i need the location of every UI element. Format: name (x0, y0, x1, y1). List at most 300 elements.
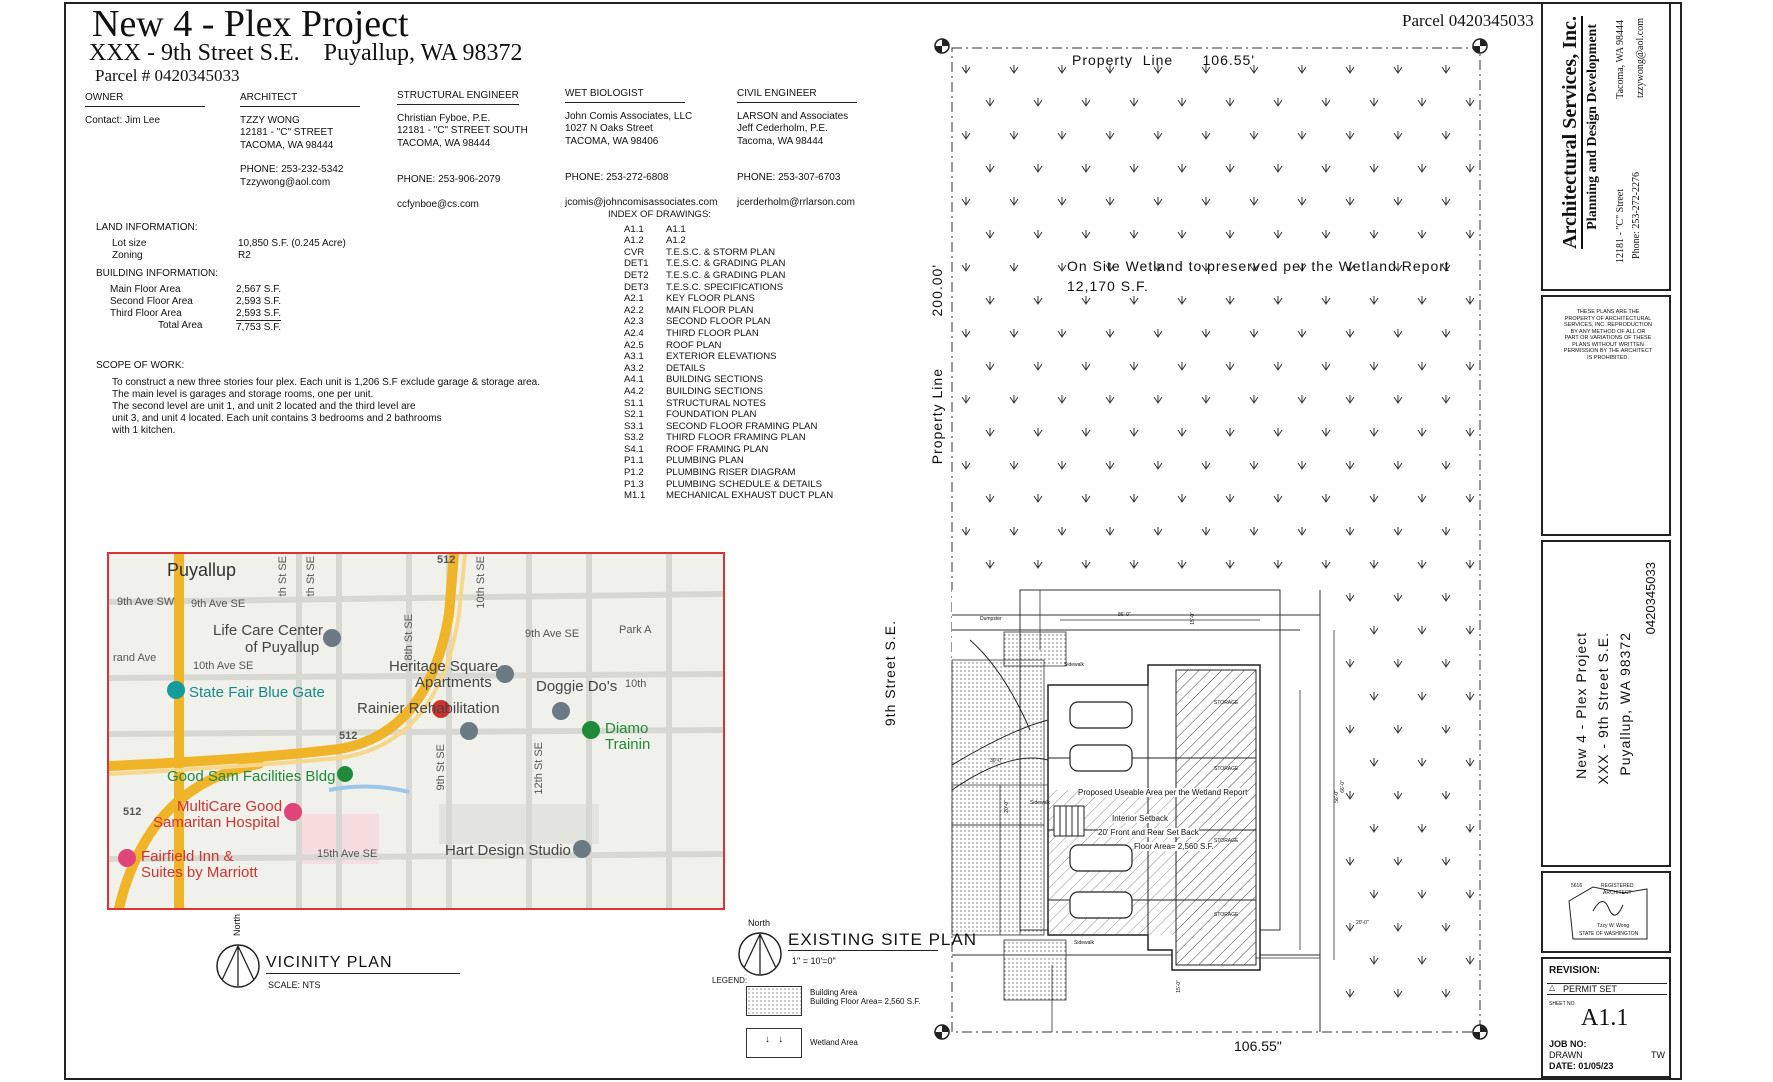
wetland-arrow-icon (1346, 197, 1354, 205)
architect-line: TZZY WONG (240, 114, 300, 126)
wetland-arrow-icon (1106, 131, 1114, 139)
dim-1: 86'-0" (1118, 612, 1131, 618)
index-item (624, 258, 858, 270)
index-item (624, 351, 858, 363)
map-street-3: rand Ave (113, 652, 157, 664)
wetland-arrow-icon (1394, 197, 1402, 205)
wetland-arrow-icon (1442, 197, 1450, 205)
wet-biologist-line: 1027 N Oaks Street (565, 123, 653, 134)
index-item (624, 455, 858, 467)
wetland-arrow-icon (1370, 164, 1378, 172)
civil-block (737, 88, 857, 209)
wetland-arrow-icon (1466, 758, 1474, 766)
wetland-arrow-icon (1370, 626, 1378, 634)
wetland-arrow-icon (1058, 395, 1066, 403)
civil-line (737, 148, 857, 160)
wetland-arrow-icon (1466, 890, 1474, 898)
firm-city: Tacoma, WA 98444 (1615, 20, 1626, 99)
wetland-arrow-icon (1202, 395, 1210, 403)
wetland-arrow-icon (1010, 197, 1018, 205)
legend-wetland-swatch: ↓ ↓ (746, 1028, 802, 1058)
index-item (624, 328, 858, 340)
map-place-1: Life Care Center (213, 622, 324, 639)
wetland-arrow-icon (1106, 461, 1114, 469)
architect-line: 12181 - "C" STREET (240, 127, 334, 138)
index-name: T.E.S.C. & GRADING PLAN (666, 258, 786, 270)
wetland-arrow-icon (1322, 98, 1330, 106)
project-block-parcel: 0420345033 (1643, 562, 1658, 635)
wetland-arrow-icon (1370, 230, 1378, 238)
map-place-8: Diamo (605, 720, 649, 737)
sheet-no: A1.1 (1581, 1005, 1629, 1031)
land-row (112, 250, 396, 262)
wetland-arrow-icon (1274, 560, 1282, 568)
wetland-arrow-icon (1178, 362, 1186, 370)
wetland-arrow-icon (1298, 65, 1306, 73)
wetland-arrow-icon (1034, 362, 1042, 370)
map-street-8: 8th St SE (403, 614, 415, 661)
legend-building-2: Building Floor Area= 2,560 S.F. (810, 997, 921, 1006)
map-place-11: MultiCare Good (177, 798, 283, 815)
map-hwy-3: 512 (123, 806, 142, 818)
wetland-arrow-icon (1106, 329, 1114, 337)
wetland-arrow-icon (1058, 329, 1066, 337)
index-code: A3.2 (624, 362, 644, 374)
civil-head: CIVIL ENGINEER (737, 88, 857, 103)
wetland-arrow-icon (1082, 164, 1090, 172)
map-place-12: Samaritan Hospital (153, 814, 280, 831)
wetland-arrow-icon (1034, 494, 1042, 502)
index-code: A2.5 (624, 339, 644, 351)
index-item (624, 340, 858, 352)
wet-biologist-line (565, 160, 717, 172)
sheet-no-label: SHEET NO. (1549, 1001, 1576, 1007)
wetland-arrow-icon (1178, 164, 1186, 172)
dim-6: 56'-0" (1334, 790, 1340, 803)
wetland-arrow-icon (962, 527, 970, 535)
structural-line: Christian Fyboe, P.E. (397, 112, 491, 124)
storage-label-2: STORAGE (1214, 766, 1239, 772)
top-parcel: Parcel 0420345033 (1402, 11, 1534, 30)
wetland-arrow-icon (1106, 527, 1114, 535)
wetland-arrow-icon (1298, 131, 1306, 139)
index-code: M1.1 (624, 490, 646, 502)
building-row-key: Main Floor Area (110, 284, 181, 295)
map-street-12: th St SE (277, 556, 289, 597)
architect-block (240, 92, 360, 189)
wetland-arrow-icon (1466, 626, 1474, 634)
wetland-arrow-icon (1466, 956, 1474, 964)
index-item (624, 374, 858, 386)
wetland-arrow-icon (1394, 593, 1402, 601)
wetland-arrow-icon (1082, 560, 1090, 568)
wetland-arrow-icon (1130, 494, 1138, 502)
index-head: INDEX OF DRAWINGS: (608, 209, 712, 220)
map-place-15: Hart Design Studio (445, 842, 571, 859)
wet-biologist-block (565, 88, 717, 209)
wetland-arrow-icon (1322, 560, 1330, 568)
civil-line (737, 185, 857, 197)
wetland-arrow-icon (1058, 263, 1066, 271)
wetland-arrow-icon (1202, 461, 1210, 469)
index-name: DETAILS (666, 362, 706, 374)
stamp-line-3: Tzzy W. Wong (1597, 923, 1630, 929)
wetland-arrow-icon (1178, 560, 1186, 568)
wetland-arrow-icon (1394, 527, 1402, 535)
index-name: KEY FLOOR PLANS (666, 293, 755, 305)
stamp-line-4: STATE OF WASHINGTON (1579, 931, 1639, 937)
wetland-arrow-icon (1106, 197, 1114, 205)
land-row-key: Zoning (112, 250, 143, 261)
structural-head: STRUCTURAL ENGINEER (397, 90, 519, 105)
wetland-arrow-icon (1010, 131, 1018, 139)
usable-note-2: Interior Setback (1112, 814, 1169, 823)
index-code: A2.2 (624, 304, 644, 316)
index-code: A3.1 (624, 351, 644, 363)
firm-email: tzzywong@aol.com (1635, 18, 1646, 99)
wetland-arrow-icon (1010, 65, 1018, 73)
wetland-arrow-icon (1058, 527, 1066, 535)
dumpster-label: Dumpster (980, 616, 1002, 622)
structural-line: ccfynboe@cs.com (397, 198, 479, 210)
wetland-arrow-icon (1442, 65, 1450, 73)
wetland-arrow-icon (1298, 527, 1306, 535)
wetland-arrow-icon (1442, 131, 1450, 139)
wetland-arrow-icon (1418, 692, 1426, 700)
wetland-arrow-icon (1202, 131, 1210, 139)
vicinity-title: VICINITY PLAN (266, 954, 393, 971)
wetland-arrow-icon (1082, 98, 1090, 106)
wetland-arrow-icon (1154, 131, 1162, 139)
wetland-arrow-icon (1274, 428, 1282, 436)
wetland-arrow-icon (1202, 527, 1210, 535)
drawn-label: DRAWN (1549, 1050, 1583, 1060)
wetland-arrow-icon (1466, 296, 1474, 304)
architect-line (240, 152, 360, 164)
index-name: BUILDING SECTIONS (666, 374, 764, 386)
index-name: PLUMBING SCHEDULE & DETAILS (666, 478, 823, 490)
index-name: SECOND FLOOR FRAMING PLAN (666, 420, 818, 432)
wetland-arrow-icon (1418, 956, 1426, 964)
drawn-by: TW (1651, 1050, 1665, 1060)
wetland-arrow-icon (962, 197, 970, 205)
index-code: P1.1 (624, 455, 644, 467)
owner-line: Contact: Jim Lee (85, 114, 161, 126)
civil-line: LARSON and Associates (737, 110, 849, 122)
firm-addr: 12181 - "C" Street (1615, 189, 1626, 263)
wetland-arrow-icon (1394, 329, 1402, 337)
wetland-arrow-icon (1274, 98, 1282, 106)
index-item (624, 398, 858, 410)
wetland-arrow-icon (1250, 197, 1258, 205)
wetland-arrow-icon (1370, 494, 1378, 502)
wetland-arrow-icon (1466, 164, 1474, 172)
date: DATE: 01/05/23 (1549, 1061, 1614, 1071)
wetland-arrow-icon (1466, 428, 1474, 436)
wetland-arrow-icon (1442, 725, 1450, 733)
wetland-arrow-icon (962, 65, 970, 73)
index-name: STRUCTURAL NOTES (666, 397, 766, 409)
scope-line: The main level is garages and storage rooms, one per unit. (112, 389, 374, 400)
wetland-arrow-icon (962, 263, 970, 271)
dim-left: 200.00' (929, 264, 945, 317)
wetland-arrow-icon (1346, 527, 1354, 535)
index-name: MECHANICAL EXHAUST DUCT PLAN (666, 490, 834, 502)
wetland-arrow-icon (962, 395, 970, 403)
structural-line (397, 162, 528, 174)
site-north-label: North (748, 918, 771, 928)
wetland-arrow-icon (1466, 494, 1474, 502)
dim-5: 30'-0" (990, 758, 1003, 764)
wetland-arrow-icon (1466, 692, 1474, 700)
structural-line: PHONE: 253-906-2079 (397, 174, 501, 185)
building-row-key: Second Floor Area (110, 296, 193, 307)
architect-line: Tzzywong@aol.com (240, 176, 331, 188)
building-row-key: Total Area (158, 320, 203, 331)
revision-block (1541, 957, 1671, 1078)
wetland-arrow-icon (1178, 428, 1186, 436)
wetland-arrow-icon (986, 494, 994, 502)
wetland-arrow-icon (1346, 395, 1354, 403)
sidewalk-label-top: Sidewalk (1064, 662, 1085, 668)
map-place-3: Heritage Square (389, 658, 499, 675)
wetland-arrow-icon (1034, 296, 1042, 304)
index-name: T.E.S.C. & STORM PLAN (666, 246, 776, 258)
building-row-value: 2,593 S.F. (236, 296, 282, 307)
building-row-key: Third Floor Area (110, 308, 182, 319)
project-parcel: Parcel # 0420345033 (95, 66, 240, 85)
wetland-arrow-icon (1418, 164, 1426, 172)
wetland-arrow-icon (1418, 362, 1426, 370)
index-name: T.E.S.C. & GRADING PLAN (666, 269, 786, 281)
civil-line (737, 160, 857, 172)
wetland-arrow-icon (1226, 428, 1234, 436)
wetland-arrow-icon (1130, 98, 1138, 106)
map-street-1: 9th Ave SW (117, 596, 175, 608)
wetland-arrow-icon (986, 98, 994, 106)
wetland-arrow-icon (1370, 362, 1378, 370)
index-code: A2.4 (624, 327, 644, 339)
wet-biologist-line: PHONE: 253-272-6808 (565, 172, 669, 183)
property-line-bottom: 106.55" (1234, 1038, 1282, 1054)
firm-name: Architectural Services, Inc. (1559, 16, 1581, 249)
wetland-arrow-icon (1346, 593, 1354, 601)
wetland-arrow-icon (1442, 329, 1450, 337)
wet-biologist-line: TACOMA, WA 98406 (565, 135, 659, 147)
structural-line: TACOMA, WA 98444 (397, 137, 491, 149)
map-street-13: th St SE (305, 556, 317, 597)
index-code: A2.3 (624, 316, 644, 328)
wetland-arrow-icon (1034, 560, 1042, 568)
index-item (624, 235, 858, 247)
wetland-arrow-icon (1466, 560, 1474, 568)
wetland-arrow-icon (1370, 98, 1378, 106)
vicinity-map (107, 552, 725, 910)
wetland-arrow-icon (962, 461, 970, 469)
index-code: P1.2 (624, 467, 644, 479)
wetland-arrow-icon (1370, 824, 1378, 832)
wetland-arrow-icon (986, 428, 994, 436)
wetland-arrow-icon (1034, 98, 1042, 106)
wetland-arrow-icon (1442, 857, 1450, 865)
map-street-4: 10th Ave SE (193, 660, 254, 672)
index-item (624, 282, 858, 294)
legend-building-swatch (746, 986, 802, 1016)
vicinity-scale: SCALE: NTS (268, 980, 321, 990)
index-item (624, 270, 858, 282)
index-item (624, 247, 858, 259)
property-line-top: Property Line 106.55' (1072, 52, 1255, 68)
wetland-arrow-icon (1370, 296, 1378, 304)
wetland-arrow-icon (1298, 329, 1306, 337)
index-code: A4.2 (624, 385, 644, 397)
wetland-arrow-icon (1250, 527, 1258, 535)
wetland-arrow-icon (1298, 461, 1306, 469)
wetland-arrow-icon (1010, 263, 1018, 271)
map-street-10: 12th St SE (533, 742, 545, 795)
stamp-line-2: ARCHITECT (1603, 890, 1632, 896)
job-no: JOB NO: (1549, 1039, 1587, 1049)
legend-building-1: Building Area (810, 988, 858, 997)
wetland-arrow-icon (1442, 461, 1450, 469)
dim-4: 15'-0" (1176, 980, 1182, 993)
wetland-arrow-icon (1394, 989, 1402, 997)
wetland-arrow-icon (1154, 329, 1162, 337)
wetland-arrow-icon (1298, 395, 1306, 403)
site-plan-underline (788, 950, 938, 951)
wetland-arrow-icon (1010, 527, 1018, 535)
project-block-line-2: XXX - 9th Street S.E. (1595, 632, 1611, 785)
notice-line: PLANS WITHOUT WRITTEN (1572, 341, 1644, 348)
wetland-arrow-icon (1442, 923, 1450, 931)
wetland-arrow-icon (1322, 296, 1330, 304)
wetland-arrow-icon (1322, 362, 1330, 370)
wetland-arrow-icon (1370, 428, 1378, 436)
usable-note-1: Proposed Useable Area per the Wetland Report (1078, 788, 1248, 797)
sidewalk-label-bottom: Sidewalk (1074, 940, 1095, 946)
map-street-9: 9th St SE (435, 744, 447, 791)
wetland-arrow-icon (1322, 428, 1330, 436)
index-code: A1.1 (624, 223, 644, 235)
index-code: S3.2 (624, 432, 644, 444)
land-row-value: 10,850 S.F. (0.245 Acre) (238, 238, 346, 249)
project-address: XXX - 9th Street S.E. Puyallup, WA 98372 (89, 40, 523, 66)
wetland-arrow-icon (1394, 461, 1402, 469)
wetland-arrow-icon (1466, 98, 1474, 106)
wetland-arrow-icon (1058, 65, 1066, 73)
wetland-arrow-icon (1346, 65, 1354, 73)
project-block (1541, 540, 1671, 867)
index-name: BUILDING SECTIONS (666, 385, 764, 397)
wetland-arrow-icon (1418, 824, 1426, 832)
dim-3: 20'-0" (1356, 920, 1369, 926)
land-info (96, 222, 396, 334)
wetland-note-2: 12,170 S.F. (1067, 278, 1149, 294)
map-street-5: 9th Ave SE (525, 628, 580, 640)
map-place-4: Apartments (415, 674, 492, 691)
wetland-arrow-icon (1130, 560, 1138, 568)
wetland-arrow-icon (1226, 98, 1234, 106)
wetland-arrow-icon (1442, 659, 1450, 667)
wetland-arrow-icon (1466, 362, 1474, 370)
dim-7: 20'-0" (1004, 800, 1010, 813)
wetland-arrow-icon (1418, 626, 1426, 634)
wetland-arrow-icon (1346, 989, 1354, 997)
index-item (624, 421, 858, 433)
wetland-arrow-icon (1226, 230, 1234, 238)
notice-block (1541, 295, 1671, 536)
wetland-arrow-icon (1346, 791, 1354, 799)
wetland-arrow-icon (1178, 494, 1186, 502)
wetland-arrow-icon (986, 296, 994, 304)
wetland-arrow-icon (1130, 362, 1138, 370)
map-place-13: Fairfield Inn & (141, 848, 234, 865)
building-row-value: 7,753 S.F. (236, 322, 282, 333)
index-name: THIRD FLOOR PLAN (666, 327, 759, 339)
scope-line: To construct a new three stories four plex. Each unit is 1,206 S.F exclude garage & storage area. (112, 377, 541, 388)
wetland-arrow-icon (1418, 98, 1426, 106)
wetland-arrow-icon (1082, 494, 1090, 502)
index-name: PLUMBING PLAN (666, 455, 744, 467)
index-item (624, 409, 858, 421)
usable-note-3: 20' Front and Rear Set Back (1098, 828, 1199, 837)
scope-head: SCOPE OF WORK: (96, 360, 185, 371)
storage-label-4: STORAGE (1214, 912, 1239, 918)
index-code: A4.1 (624, 374, 644, 386)
wetland-arrow-icon (1082, 362, 1090, 370)
index-name: SECOND FLOOR PLAN (666, 316, 771, 328)
sidewalk-label-left: Sidewalk (1030, 800, 1051, 806)
wet-biologist-line (565, 148, 717, 160)
vicinity-north-label: North (232, 914, 242, 937)
land-row-key: Lot size (112, 238, 147, 249)
civil-line: jcerderholm@rrlarson.com (737, 196, 855, 208)
wetland-arrow-icon (1346, 725, 1354, 733)
index-name: FOUNDATION PLAN (666, 409, 757, 421)
wetland-arrow-icon (1130, 428, 1138, 436)
index-code: DET2 (624, 269, 649, 281)
wetland-arrow-icon (1274, 362, 1282, 370)
wetland-arrow-icon (1226, 362, 1234, 370)
wetland-arrow-icon (1466, 824, 1474, 832)
wetland-arrow-icon (1274, 230, 1282, 238)
wetland-arrow-icon (1418, 296, 1426, 304)
civil-line: PHONE: 253-307-6703 (737, 172, 841, 183)
wetland-arrow-icon (1130, 230, 1138, 238)
civil-line: Tacoma, WA 98444 (737, 135, 824, 147)
site-plan-drawing (900, 30, 1520, 1050)
wetland-arrow-icon (1058, 131, 1066, 139)
wetland-arrow-icon (1154, 395, 1162, 403)
wetland-arrow-icon (1370, 560, 1378, 568)
index-code: S1.1 (624, 397, 644, 409)
wetland-note-1: On Site Wetland to preserved per the Wetland Report (1067, 258, 1450, 274)
wetland-arrow-icon (1178, 98, 1186, 106)
wetland-arrow-icon (1202, 197, 1210, 205)
property-line-left: Property Line (929, 368, 945, 465)
map-street-7: 15th Ave SE (317, 848, 378, 860)
wetland-arrow-icon (1226, 494, 1234, 502)
index-code: S3.1 (624, 420, 644, 432)
index-name: MAIN FLOOR PLAN (666, 304, 754, 316)
wetland-arrow-icon (1322, 164, 1330, 172)
notice-line: IS PROHIBITED. (1587, 354, 1629, 361)
wetland-arrow-icon (1082, 428, 1090, 436)
wetland-arrow-icon (986, 362, 994, 370)
map-street-2: 9th Ave SE (191, 598, 246, 610)
index-item (624, 467, 858, 479)
revision-label: REVISION: (1549, 965, 1601, 976)
